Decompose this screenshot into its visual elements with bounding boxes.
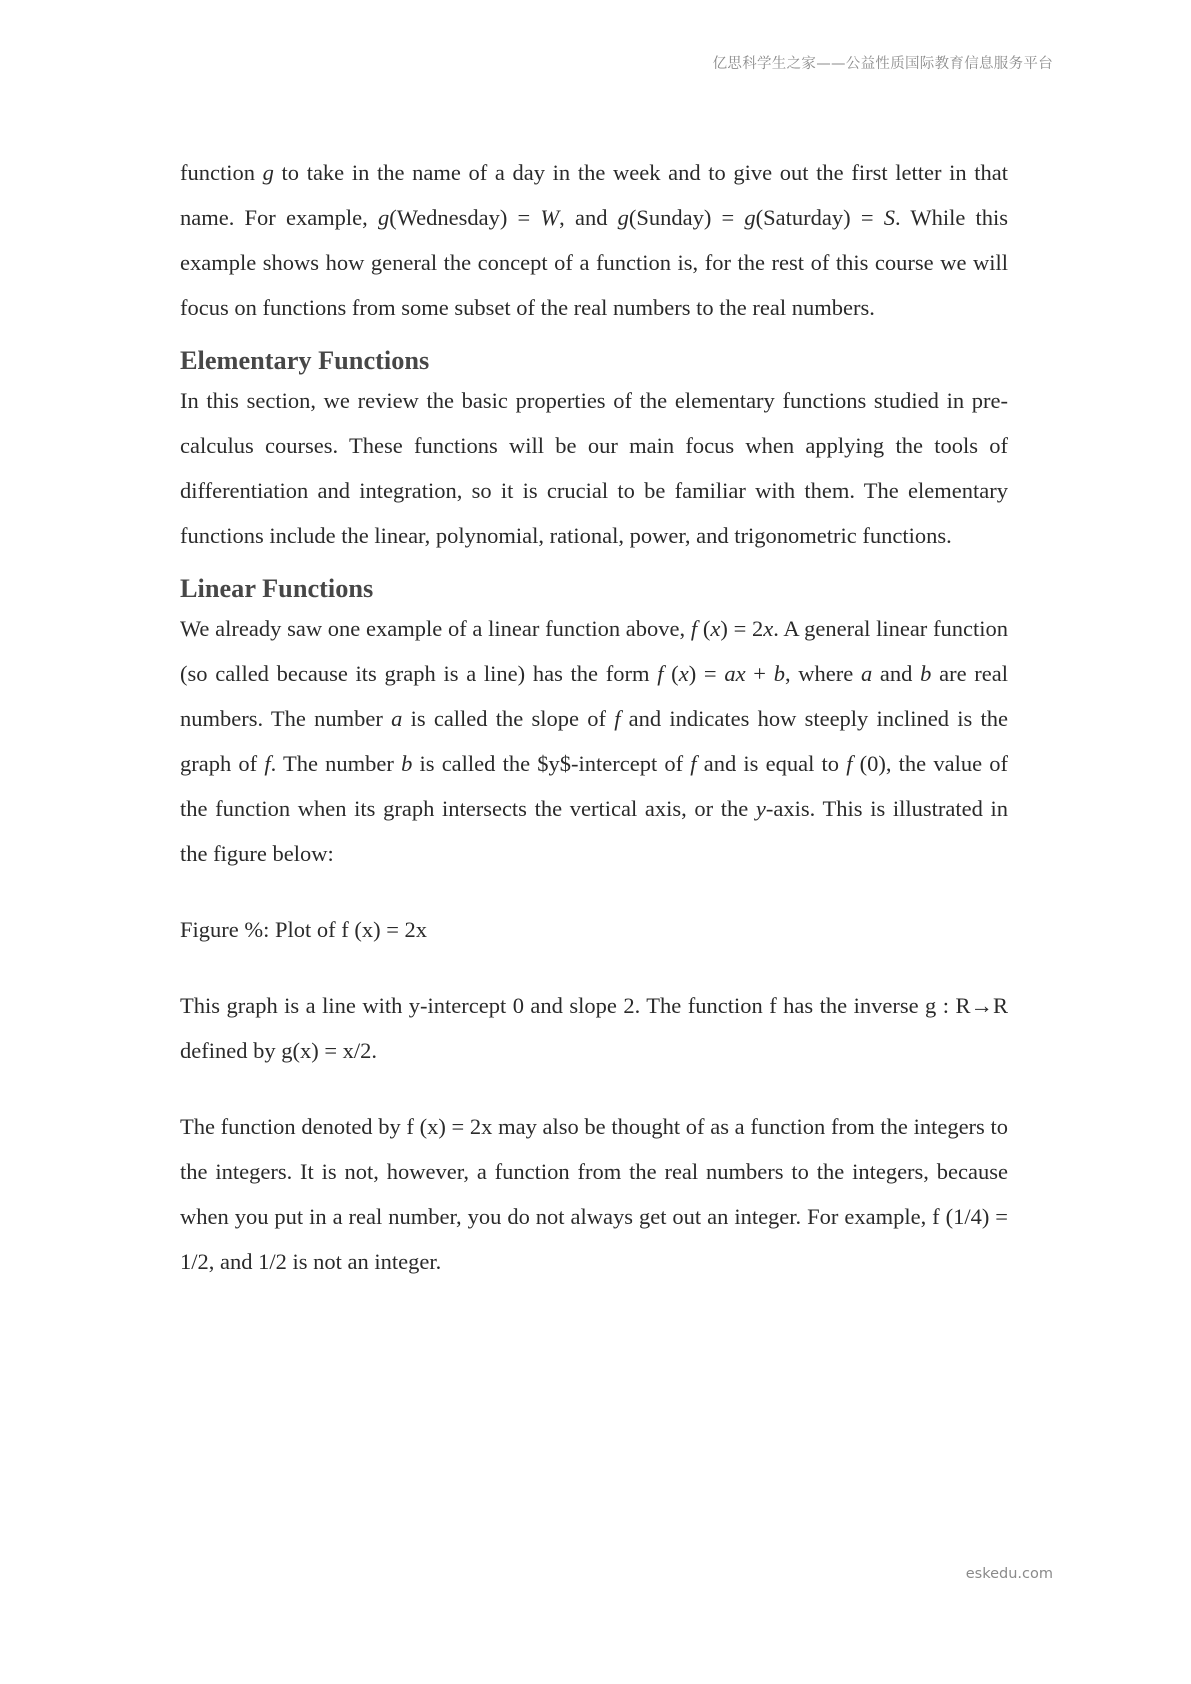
text-run: (Wednesday) =	[389, 205, 541, 230]
math-var: f	[264, 751, 271, 776]
text-run: (	[663, 661, 679, 686]
text-run: (Sunday) =	[628, 205, 745, 230]
text-run: . While this example shows how general the concept of a function is, for the rest of this course we will focus on functions from some subset of the real numbers to the real numbers.	[180, 205, 1008, 320]
page-footer-site-url: eskedu.com	[965, 1566, 1053, 1582]
text-run: (Saturday) =	[755, 205, 884, 230]
text-run: +	[745, 661, 774, 686]
text-run: is called the $y$-intercept of	[412, 751, 691, 776]
text-run: is called the slope of	[402, 706, 615, 731]
text-run: We already saw one example of a linear function above,	[180, 616, 691, 641]
text-run: ) =	[688, 661, 725, 686]
text-run: , where	[784, 661, 861, 686]
math-var: a	[391, 706, 403, 731]
text-run: . A general linear function (so called because its graph is a line) has the form	[180, 616, 1009, 686]
math-var: f	[657, 661, 664, 686]
intro-paragraph	[180, 150, 1008, 330]
math-var: g	[617, 205, 629, 230]
math-var: b	[920, 661, 932, 686]
text-run: ) = 2	[720, 616, 764, 641]
text-run: and	[872, 661, 921, 686]
text-run: (	[697, 616, 711, 641]
section-heading-elementary-functions: Elementary Functions	[180, 346, 430, 375]
text-run: , and	[559, 205, 618, 230]
elementary-functions-paragraph: In this section, we review the basic properties of the elementary functions studied in pre-calculus courses. These functions will be our main focus when applying the tools of differentiation and integration, so it is crucial to be familiar with them. The elementary functions include the linear, polynomial, rational, power, and trigonometric functions.	[180, 388, 1008, 548]
math-var: f	[846, 751, 853, 776]
text-run: . The number	[270, 751, 402, 776]
math-var: x	[710, 616, 721, 641]
text-run: function	[180, 160, 263, 185]
section-heading-linear-functions: Linear Functions	[180, 574, 374, 603]
math-var: g	[377, 205, 390, 230]
text-run: and is equal to	[696, 751, 847, 776]
math-var: S	[883, 205, 895, 230]
math-var: x	[678, 661, 689, 686]
math-var: ax	[724, 661, 746, 686]
figure-caption: Figure %: Plot of f (x) = 2x	[180, 917, 428, 942]
text-run: are real numbers. The number	[180, 661, 1009, 731]
math-var: f	[690, 616, 698, 641]
page-header-site-title: 亿思科学生之家——公益性质国际教育信息服务平台	[712, 56, 1053, 72]
text-run: to take in the name of a day in the week and to give out the first letter in that name. For example,	[180, 160, 1008, 230]
math-var: f	[690, 751, 697, 776]
text-run: (0), the value of the function when its graph intersects the vertical axis, or the	[180, 751, 1008, 821]
graph-description-paragraph: This graph is a line with y-intercept 0 and slope 2. The function f has the inverse g : R→R defined by g(x) = x/2.	[180, 993, 1008, 1063]
math-var: f	[614, 706, 621, 731]
math-var: b	[401, 751, 413, 776]
math-var: a	[860, 661, 873, 686]
math-var: W	[540, 205, 560, 230]
math-var: y	[755, 796, 766, 821]
math-var: b	[773, 661, 785, 686]
integers-paragraph: The function denoted by f (x) = 2x may also be thought of as a function from the integers to the integers. It is not, however, a function from the real numbers to the integers, because when you put in a real number, you do not always get out an integer. For example, f (1/4) = 1/2, and 1/2 is not an integer.	[180, 1114, 1008, 1274]
linear-functions-paragraph	[180, 606, 1008, 876]
text-run: -axis. This is illustrated in the figure below:	[180, 796, 1008, 866]
math-var: g	[262, 160, 274, 185]
text-run: and indicates how steeply inclined is the graph of	[180, 706, 1008, 776]
math-var: g	[744, 205, 756, 230]
math-var: x	[763, 616, 774, 641]
document-body	[180, 150, 1008, 1284]
